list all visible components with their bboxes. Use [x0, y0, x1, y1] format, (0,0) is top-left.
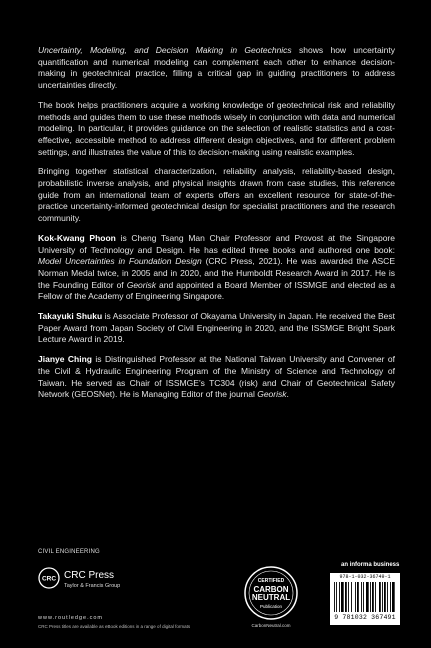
- barcode-bar: [345, 582, 347, 612]
- author-name: Takayuki Shuku: [38, 311, 103, 322]
- carbon-seal-word-2: NEUTRAL: [251, 593, 291, 602]
- barcode-bar: [379, 582, 381, 612]
- barcode-bar: [351, 582, 352, 612]
- barcode-bar: [366, 582, 369, 612]
- subject-category: CIVIL ENGINEERING: [38, 549, 100, 555]
- barcode-bar: [375, 582, 376, 612]
- barcode-bar: [355, 582, 356, 612]
- paragraph-2: The book helps practitioners acquire a working knowledge of geotechnical risk and reliability methods and guides them to use these methods wisely in conjunction with data and numerical modeling. In particular, it provides guidance on the selection of realistic statistics and a cost-effective, accessible method to address different design objectives, and for different problem settings, and illustrates the value of this to decision-making using realistic examples.: [38, 99, 395, 157]
- cited-book: Model Uncertainties in Foundation Design: [38, 256, 202, 267]
- barcode-bar: [390, 582, 391, 612]
- carbon-seal-top: CERTIFIED: [257, 578, 285, 584]
- barcode-bar: [387, 582, 388, 612]
- bio-phoon: Kok-Kwang Phoon is Cheng Tsang Man Chair Professor and Provost at the Singapore University of Technology and Design. He has edited three books and authored one book: Model Uncertainties in Foundation Design (CRC Press, 2021). He was awarded the ASCE Norman Medal twice, in 2005 and in 2020, and the Humboldt Research Award in 2017. He is the Founding Editor of Georisk and appointed a Board Member of ISSMGE and elected as a Fellow of the Academy of Engineering Singapore.: [38, 232, 395, 302]
- barcode-bar: [348, 582, 349, 612]
- barcode-bar: [336, 582, 337, 612]
- ebook-note: CRC Press titles are available as eBook editions in a range of digital formats: [38, 624, 191, 629]
- barcode-bar: [372, 582, 374, 612]
- book-title: Uncertainty, Modeling, and Decision Making in Geotechnics: [38, 45, 292, 55]
- crc-logo-icon: [38, 567, 60, 589]
- author-name: Kok-Kwang Phoon: [38, 232, 116, 243]
- barcode-bar: [363, 582, 364, 612]
- footer: [0, 540, 431, 648]
- barcode-bar: [384, 582, 386, 612]
- blurb: [38, 45, 395, 409]
- barcode-bar: [334, 582, 335, 612]
- carbon-neutral-seal-icon: [243, 565, 299, 621]
- journal-name: Georisk: [126, 279, 157, 290]
- carbon-neutral-url: CarbonNeutral.com: [251, 623, 291, 628]
- isbn-barcode: [330, 573, 400, 625]
- barcode-bar: [370, 582, 371, 612]
- publisher-group: Taylor & Francis Group: [64, 583, 121, 589]
- publisher-name: CRC Press: [64, 570, 115, 581]
- isbn-barcode-digits: 9 781032 367491: [334, 614, 396, 621]
- crc-logo-text: CRC: [41, 575, 57, 583]
- barcode-bar: [392, 582, 395, 612]
- journal-name: Georisk: [257, 389, 287, 400]
- intro-paragraph: Uncertainty, Modeling, and Decision Making in Geotechnics shows how uncertainty quantification and numerical modeling can complement each other to enhance decision-making in geotechnical practice, filling a critical gap in guiding practitioners to address uncertainties directly.: [38, 45, 395, 91]
- barcode-bar: [339, 582, 340, 612]
- carbon-seal-bottom: Publication: [259, 604, 283, 609]
- publisher-url: www.routledge.com: [38, 615, 103, 621]
- bio-shuku: Takayuki Shuku is Associate Professor of Okayama University in Japan. He received the Best Paper Award from Japan Society of Civil Engineering in 2020, and the ISSMGE Bright Spark Lecture Award in 2019.: [38, 311, 396, 345]
- isbn-number: 978-1-032-36749-1: [339, 574, 391, 580]
- barcode-bar: [361, 582, 362, 612]
- barcode-bars: [334, 582, 396, 612]
- paragraph-3: Bringing together statistical characterization, reliability analysis, reliability-based design, probabilistic inverse analysis, and physical insights drawn from case studies, this reference guide from an international team of experts offers an excellent resource for state-of-the-practice uncertainty-informed geotechnical design for specialist practitioners and the research community.: [38, 166, 395, 224]
- barcode-bar: [341, 582, 344, 612]
- author-name: Jianye Ching: [38, 354, 92, 365]
- bio-ching: Jianye Ching is Distinguished Professor at the National Taiwan University and Convener of the Civil & Hydraulic Engineering Program of the Ministry of Science and Technology of Taiwan. He served as Chair of ISSMGE’s TC304 (risk) and Chair of Geotechnical Safety Network (GEOSNet). He is Managing Editor of the journal Georisk.: [38, 354, 395, 400]
- carbon-seal-word-1: CARBON: [253, 585, 289, 594]
- barcode-bar: [357, 582, 359, 612]
- barcode-bar: [382, 582, 383, 612]
- informa-tagline: an informa business: [341, 562, 400, 568]
